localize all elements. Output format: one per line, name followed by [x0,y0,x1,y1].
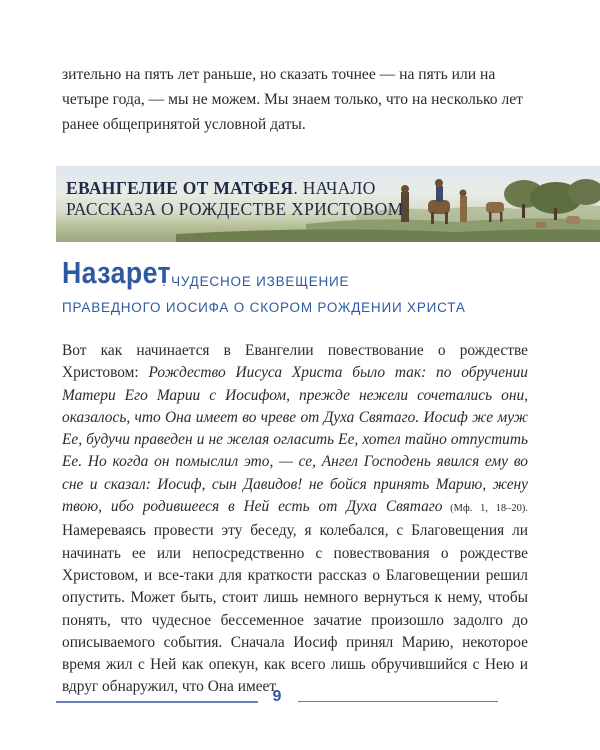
banner-title [66,178,426,220]
top-paragraph [62,62,532,137]
section-heading [62,255,562,315]
banner-title-bold: ЕВАНГЕЛИЕ ОТ МАТФЕЯ [66,178,294,198]
scripture-reference: (Мф. 1, 18–20). [442,503,529,515]
section-heading-line2: ПРАВЕДНОГО ИОСИФА О СКОРОМ РОЖДЕНИИ ХРИСТА [62,300,466,315]
chapter-banner [56,166,600,242]
banner-title-rest: . НАЧАЛО [293,178,376,198]
body-intro: Вот как начинается в Евангелии повествование о рождестве Христовом: [62,342,528,382]
section-heading-word: Назарет [62,255,171,290]
section-heading-line1: . ЧУДЕСНОЕ ИЗВЕЩЕНИЕ [162,274,350,289]
top-paragraph-text: зительно на пять лет раньше, но сказать точнее — на пять или на четыре года, — мы не можем. Мы знаем только, что на несколько лет ранее общепринятой условной даты. [62,66,523,133]
footer-rule-right [298,701,498,702]
body-continuation: Намереваясь провести эту беседу, я колебался, с Благовещения ли начинать ее или непосредственно с повествования о рождестве Христовом, и все-таки для краткости рассказ о Благовещении решил опустить. Может быть, стоит лишь немного вернуться к нему, чтобы понять, что чудесное бессеменное зачатие произошло задолго до описываемого события. Сначала Иосиф принял Марию, некоторое время жил с Ней как опекун, как всего лишь обручившийся с Нею и вдруг обнаружил, что Она имеет [62,522,528,696]
page-number: 9 [272,688,282,705]
banner-subtitle: РАССКАЗА О РОЖДЕСТВЕ ХРИСТОВОМ [66,199,404,219]
gospel-quote: Рождество Иисуса Христа было так: по обручении Матери Его Марии с Иосифом, прежде нежели сочетались они, оказалось, что Она имеет во чреве от Духа Святаго. Иосиф же муж Ее, будучи праведен и не желая огласить Ее, хотел тайно отпустить Ее. Но когда он помыслил это, — се, Ангел Господень явился ему во сне и сказал: Иосиф, сын Давидов! не бойся принять Марию, жену твою, ибо родившееся в Ней есть от Духа Святаго [62,364,529,516]
body-paragraph [62,340,528,699]
footer-rule-left [56,701,258,703]
